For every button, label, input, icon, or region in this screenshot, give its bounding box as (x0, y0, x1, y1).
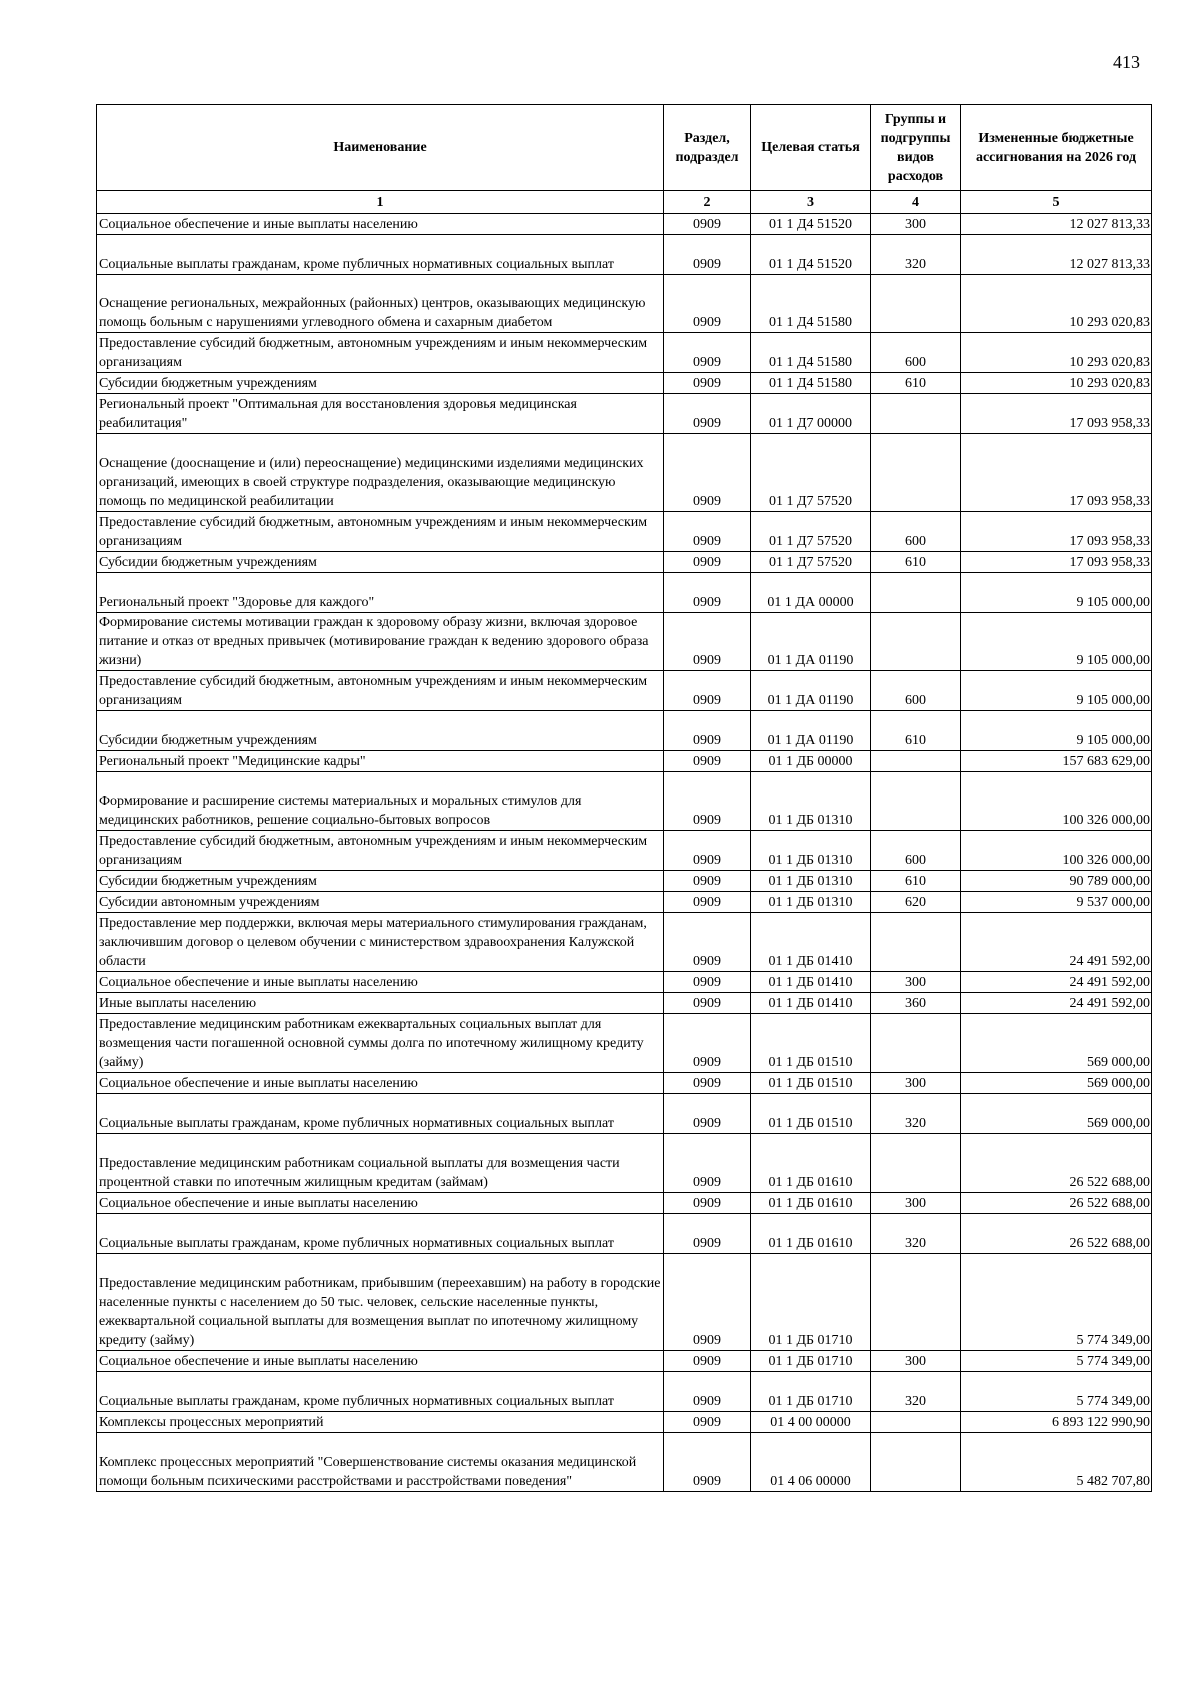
cell-amount: 9 105 000,00 (961, 613, 1152, 671)
table-row (97, 1094, 1152, 1134)
cell-target: 01 1 Д4 51520 (751, 214, 871, 235)
column-number: 5 (961, 191, 1152, 214)
cell-target: 01 1 ДА 01190 (751, 613, 871, 671)
cell-name: Социальные выплаты гражданам, кроме публичных нормативных социальных выплат (97, 1372, 664, 1412)
cell-target: 01 1 ДБ 01710 (751, 1254, 871, 1351)
table-row (97, 1214, 1152, 1254)
cell-group (871, 1014, 961, 1073)
cell-amount: 24 491 592,00 (961, 993, 1152, 1014)
table-row (97, 613, 1152, 671)
cell-section: 0909 (664, 333, 751, 373)
cell-amount: 17 093 958,33 (961, 512, 1152, 552)
cell-group: 300 (871, 1351, 961, 1372)
cell-section: 0909 (664, 1372, 751, 1412)
cell-section: 0909 (664, 613, 751, 671)
cell-group (871, 1433, 961, 1492)
table-row (97, 333, 1152, 373)
cell-amount: 90 789 000,00 (961, 871, 1152, 892)
cell-name: Субсидии автономным учреждениям (97, 892, 664, 913)
cell-amount: 17 093 958,33 (961, 552, 1152, 573)
cell-section: 0909 (664, 831, 751, 871)
cell-amount: 9 105 000,00 (961, 671, 1152, 711)
table-row (97, 671, 1152, 711)
cell-group (871, 394, 961, 434)
cell-amount: 100 326 000,00 (961, 831, 1152, 871)
table-row (97, 235, 1152, 275)
cell-section: 0909 (664, 772, 751, 831)
header-name: Наименование (97, 105, 664, 191)
cell-group (871, 434, 961, 512)
cell-name: Социальные выплаты гражданам, кроме публичных нормативных социальных выплат (97, 235, 664, 275)
cell-target: 01 1 Д7 57520 (751, 512, 871, 552)
cell-amount: 26 522 688,00 (961, 1193, 1152, 1214)
cell-amount: 5 774 349,00 (961, 1254, 1152, 1351)
cell-amount: 17 093 958,33 (961, 434, 1152, 512)
cell-group: 610 (871, 871, 961, 892)
table-row (97, 373, 1152, 394)
cell-section: 0909 (664, 394, 751, 434)
cell-amount: 5 774 349,00 (961, 1372, 1152, 1412)
cell-name: Социальное обеспечение и иные выплаты населению (97, 214, 664, 235)
cell-group: 610 (871, 552, 961, 573)
cell-amount: 100 326 000,00 (961, 772, 1152, 831)
cell-name: Социальное обеспечение и иные выплаты населению (97, 1351, 664, 1372)
cell-group: 300 (871, 1073, 961, 1094)
cell-group: 600 (871, 831, 961, 871)
cell-section: 0909 (664, 512, 751, 552)
cell-group: 320 (871, 1214, 961, 1254)
cell-section: 0909 (664, 1412, 751, 1433)
cell-target: 01 1 Д4 51580 (751, 275, 871, 333)
table-row (97, 214, 1152, 235)
cell-group (871, 751, 961, 772)
cell-name: Иные выплаты населению (97, 993, 664, 1014)
cell-amount: 24 491 592,00 (961, 972, 1152, 993)
cell-amount: 569 000,00 (961, 1094, 1152, 1134)
cell-target: 01 1 ДБ 01310 (751, 831, 871, 871)
cell-name: Предоставление субсидий бюджетным, автономным учреждениям и иным некоммерческим организациям (97, 671, 664, 711)
cell-name: Социальное обеспечение и иные выплаты населению (97, 972, 664, 993)
cell-name: Региональный проект "Оптимальная для восстановления здоровья медицинская реабилитация" (97, 394, 664, 434)
cell-group (871, 1254, 961, 1351)
cell-section: 0909 (664, 434, 751, 512)
cell-section: 0909 (664, 1214, 751, 1254)
cell-target: 01 1 ДБ 01510 (751, 1014, 871, 1073)
cell-name: Оснащение региональных, межрайонных (районных) центров, оказывающих медицинскую помощь больным с нарушениями углеводного обмена и сахарным диабетом (97, 275, 664, 333)
cell-amount: 12 027 813,33 (961, 235, 1152, 275)
cell-section: 0909 (664, 573, 751, 613)
cell-target: 01 1 ДБ 01510 (751, 1073, 871, 1094)
column-number: 3 (751, 191, 871, 214)
table-row (97, 1134, 1152, 1193)
cell-section: 0909 (664, 1351, 751, 1372)
table-row (97, 573, 1152, 613)
cell-name: Предоставление медицинским работникам, прибывшим (переехавшим) на работу в городские населенные пункты с населением до 50 тыс. человек, сельские населенные пункты, ежеквартальной социальной выплаты для возмещения выплат по ипотечному жилищному кредиту (займу) (97, 1254, 664, 1351)
cell-section: 0909 (664, 1193, 751, 1214)
cell-group (871, 613, 961, 671)
table-row (97, 871, 1152, 892)
cell-amount: 24 491 592,00 (961, 913, 1152, 972)
cell-name: Предоставление мер поддержки, включая меры материального стимулирования гражданам, заключившим договор о целевом обучении с министерством здравоохранения Калужской области (97, 913, 664, 972)
cell-section: 0909 (664, 1254, 751, 1351)
cell-target: 01 1 Д4 51580 (751, 373, 871, 394)
cell-amount: 9 105 000,00 (961, 711, 1152, 751)
cell-section: 0909 (664, 711, 751, 751)
cell-group (871, 573, 961, 613)
cell-section: 0909 (664, 1014, 751, 1073)
header-amount: Измененные бюджетные ассигнования на 2026 год (961, 105, 1152, 191)
header-group: Группы и подгруппы видов расходов (871, 105, 961, 191)
cell-name: Предоставление медицинским работникам социальной выплаты для возмещения части процентной ставки по ипотечным жилищным кредитам (займам) (97, 1134, 664, 1193)
cell-name: Предоставление медицинским работникам ежеквартальных социальных выплат для возмещения части погашенной основной суммы долга по ипотечному жилищному кредиту (займу) (97, 1014, 664, 1073)
cell-target: 01 1 ДБ 01310 (751, 772, 871, 831)
cell-name: Социальное обеспечение и иные выплаты населению (97, 1193, 664, 1214)
table-row (97, 913, 1152, 972)
cell-name: Социальные выплаты гражданам, кроме публичных нормативных социальных выплат (97, 1094, 664, 1134)
cell-target: 01 1 ДБ 01410 (751, 993, 871, 1014)
cell-section: 0909 (664, 373, 751, 394)
cell-name: Предоставление субсидий бюджетным, автономным учреждениям и иным некоммерческим организациям (97, 333, 664, 373)
cell-target: 01 1 Д7 00000 (751, 394, 871, 434)
cell-name: Предоставление субсидий бюджетным, автономным учреждениям и иным некоммерческим организациям (97, 831, 664, 871)
cell-group: 300 (871, 972, 961, 993)
table-row (97, 1073, 1152, 1094)
table-row (97, 711, 1152, 751)
cell-target: 01 1 ДБ 01610 (751, 1193, 871, 1214)
cell-target: 01 1 ДА 01190 (751, 671, 871, 711)
cell-name: Комплексы процессных мероприятий (97, 1412, 664, 1433)
cell-target: 01 4 00 00000 (751, 1412, 871, 1433)
cell-amount: 157 683 629,00 (961, 751, 1152, 772)
cell-target: 01 1 Д4 51580 (751, 333, 871, 373)
page-number: 413 (1113, 52, 1140, 72)
table-row (97, 434, 1152, 512)
cell-section: 0909 (664, 1094, 751, 1134)
cell-target: 01 1 ДА 00000 (751, 573, 871, 613)
cell-target: 01 1 ДБ 01710 (751, 1351, 871, 1372)
cell-amount: 5 774 349,00 (961, 1351, 1152, 1372)
cell-target: 01 1 ДБ 01510 (751, 1094, 871, 1134)
cell-name: Оснащение (дооснащение и (или) переоснащение) медицинскими изделиями медицинских организаций, имеющих в своей структуре подразделения, оказывающие медицинскую помощь по медицинской реабилитации (97, 434, 664, 512)
cell-amount: 17 093 958,33 (961, 394, 1152, 434)
cell-group (871, 772, 961, 831)
table-row (97, 1433, 1152, 1492)
cell-name: Формирование системы мотивации граждан к здоровому образу жизни, включая здоровое питание и отказ от вредных привычек (мотивирование граждан к ведению здорового образа жизни) (97, 613, 664, 671)
cell-target: 01 1 ДБ 01610 (751, 1134, 871, 1193)
cell-amount: 26 522 688,00 (961, 1134, 1152, 1193)
table-row (97, 1372, 1152, 1412)
cell-section: 0909 (664, 892, 751, 913)
cell-section: 0909 (664, 972, 751, 993)
cell-name: Социальные выплаты гражданам, кроме публичных нормативных социальных выплат (97, 1214, 664, 1254)
table-row (97, 512, 1152, 552)
cell-section: 0909 (664, 235, 751, 275)
cell-amount: 9 105 000,00 (961, 573, 1152, 613)
cell-amount: 569 000,00 (961, 1073, 1152, 1094)
cell-name: Формирование и расширение системы материальных и моральных стимулов для медицинских работников, решение социально-бытовых вопросов (97, 772, 664, 831)
column-number: 2 (664, 191, 751, 214)
cell-name: Комплекс процессных мероприятий "Совершенствование системы оказания медицинской помощи больным психическими расстройствами и расстройствами поведения" (97, 1433, 664, 1492)
cell-target: 01 1 ДБ 01610 (751, 1214, 871, 1254)
cell-section: 0909 (664, 1134, 751, 1193)
table-body (97, 214, 1152, 1492)
cell-target: 01 1 ДБ 00000 (751, 751, 871, 772)
table-row (97, 1351, 1152, 1372)
table-row (97, 1412, 1152, 1433)
cell-section: 0909 (664, 751, 751, 772)
column-number: 4 (871, 191, 961, 214)
cell-target: 01 1 ДА 01190 (751, 711, 871, 751)
budget-table (96, 104, 1152, 1492)
cell-section: 0909 (664, 214, 751, 235)
cell-group: 300 (871, 214, 961, 235)
cell-target: 01 4 06 00000 (751, 1433, 871, 1492)
cell-amount: 6 893 122 990,90 (961, 1412, 1152, 1433)
table-row (97, 892, 1152, 913)
cell-group: 300 (871, 1193, 961, 1214)
cell-amount: 26 522 688,00 (961, 1214, 1152, 1254)
table-row (97, 1254, 1152, 1351)
table-row (97, 275, 1152, 333)
cell-name: Субсидии бюджетным учреждениям (97, 871, 664, 892)
cell-group: 320 (871, 235, 961, 275)
cell-amount: 569 000,00 (961, 1014, 1152, 1073)
cell-amount: 10 293 020,83 (961, 333, 1152, 373)
cell-name: Субсидии бюджетным учреждениям (97, 373, 664, 394)
cell-group: 320 (871, 1372, 961, 1412)
cell-name: Субсидии бюджетным учреждениям (97, 711, 664, 751)
cell-amount: 9 537 000,00 (961, 892, 1152, 913)
table-row (97, 1193, 1152, 1214)
cell-name: Региональный проект "Медицинские кадры" (97, 751, 664, 772)
cell-amount: 5 482 707,80 (961, 1433, 1152, 1492)
table-row (97, 972, 1152, 993)
cell-target: 01 1 Д4 51520 (751, 235, 871, 275)
cell-name: Региональный проект "Здоровье для каждого" (97, 573, 664, 613)
cell-section: 0909 (664, 1433, 751, 1492)
table-row (97, 552, 1152, 573)
cell-name: Предоставление субсидий бюджетным, автономным учреждениям и иным некоммерческим организациям (97, 512, 664, 552)
table-row (97, 993, 1152, 1014)
cell-section: 0909 (664, 275, 751, 333)
table-row (97, 394, 1152, 434)
table-row (97, 751, 1152, 772)
header-target: Целевая статья (751, 105, 871, 191)
cell-section: 0909 (664, 1073, 751, 1094)
cell-target: 01 1 Д7 57520 (751, 434, 871, 512)
cell-section: 0909 (664, 871, 751, 892)
table-row (97, 772, 1152, 831)
cell-target: 01 1 ДБ 01410 (751, 913, 871, 972)
table-row (97, 831, 1152, 871)
cell-target: 01 1 Д7 57520 (751, 552, 871, 573)
cell-group (871, 913, 961, 972)
cell-group (871, 275, 961, 333)
cell-amount: 10 293 020,83 (961, 373, 1152, 394)
cell-section: 0909 (664, 913, 751, 972)
column-number: 1 (97, 191, 664, 214)
table-row (97, 1014, 1152, 1073)
cell-amount: 12 027 813,33 (961, 214, 1152, 235)
cell-group (871, 1412, 961, 1433)
cell-group: 600 (871, 671, 961, 711)
cell-group: 600 (871, 333, 961, 373)
cell-amount: 10 293 020,83 (961, 275, 1152, 333)
header-section: Раздел, подраздел (664, 105, 751, 191)
cell-group (871, 1134, 961, 1193)
cell-target: 01 1 ДБ 01710 (751, 1372, 871, 1412)
cell-group: 610 (871, 711, 961, 751)
cell-group: 620 (871, 892, 961, 913)
cell-group: 320 (871, 1094, 961, 1134)
cell-target: 01 1 ДБ 01310 (751, 892, 871, 913)
cell-name: Социальное обеспечение и иные выплаты населению (97, 1073, 664, 1094)
cell-group: 600 (871, 512, 961, 552)
cell-section: 0909 (664, 552, 751, 573)
cell-target: 01 1 ДБ 01310 (751, 871, 871, 892)
cell-section: 0909 (664, 671, 751, 711)
cell-group: 610 (871, 373, 961, 394)
cell-section: 0909 (664, 993, 751, 1014)
cell-name: Субсидии бюджетным учреждениям (97, 552, 664, 573)
cell-target: 01 1 ДБ 01410 (751, 972, 871, 993)
cell-group: 360 (871, 993, 961, 1014)
